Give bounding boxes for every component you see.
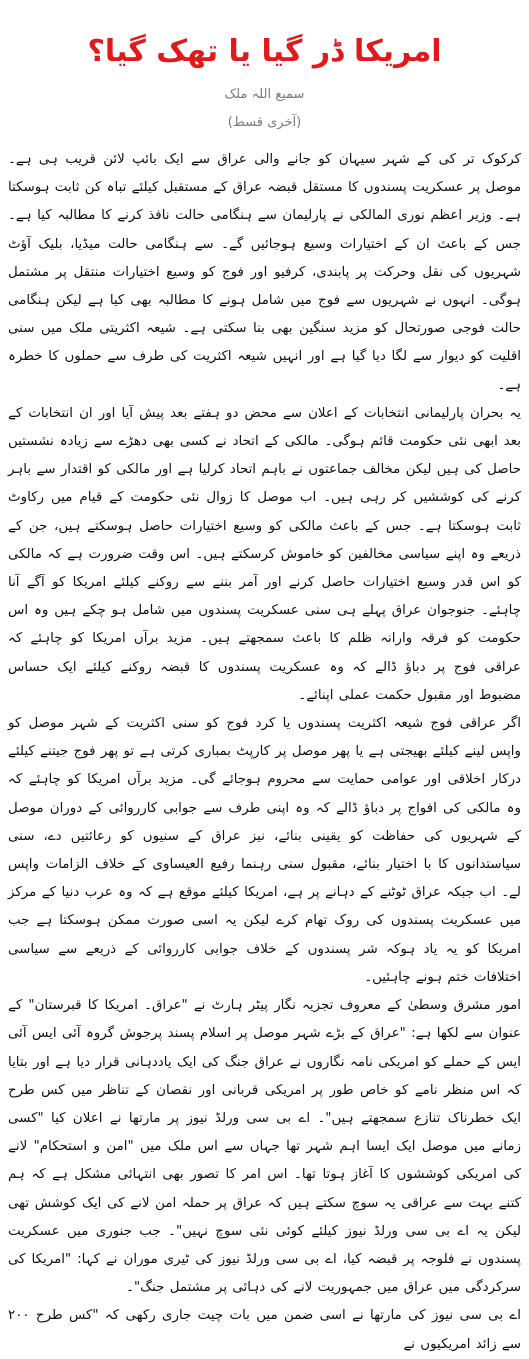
article-paragraph: اے بی سی نیوز کی مارتھا نے اسی ضمن میں بات چیت جاری رکھی کہ "کس طرح ۲۰۰ سے زائد امریکیوں نے — [8, 1308, 521, 1352]
installment-label: (آخری قسط) — [227, 115, 302, 130]
article-body — [8, 146, 521, 1359]
article-paragraph: کرکوک تر کی کے شہر سیہان کو جانے والی عراق سے ایک بائپ لائن قریب ہی ہے۔ موصل پر عسکریت پسندوں کا مستقل قبضہ عراق کے مستقبل کیلئے تباہ کن ثابت ہوسکتا ہے۔ وزیر اعظم نوری المالکی نے پارلیمان سے ہنگامی حالت نافذ کرنے کا مطالبہ کیا ہے۔ جس کے باعث ان کے اختیارات وسیع ہوجائیں گے۔ سے ہنگامی حالت میڈیا، بلیک آؤٹ شہریوں کی نقل وحرکت پر پابندی، کرفیو اور فوج کو وسیع اختیارات منتقل پر مشتمل ہوگی۔ انہوں نے شہریوں سے فوج میں شامل ہونے کا مطالبہ بھی کیا ہے لیکن ہنگامی حالت فوجی صورتحال کو مزید سنگین بھی بنا سکتی ہے۔ شیعہ اکثریتی ملک میں سنی اقلیت کو دیوار سے لگا دیا گیا ہے اور انہیں شیعہ اکثریت کی طرف سے حملوں کا خطرہ ہے۔ — [8, 152, 521, 393]
article-title: امریکا ڈر گیا یا تھک گیا؟ — [87, 34, 442, 69]
article-paragraph: امور مشرق وسطیٰ کے معروف تجزیہ نگار پیٹر ہارٹ نے "عراق۔ امریکا کا قبرستان" کے عنوان سے لکھا ہے: "عراق کے بڑے شہر موصل پر اسلام پسند پرجوش گروہ آئی ایس آئی ایس کے حملے کو امریکی نامہ نگاروں نے عراق جنگ کی ایک یاددہانی قرار دیا ہے اور بتایا کہ اس منظر نامے کو خاص طور پر امریکی قربانی اور نقصان کے تناظر میں کس طرح ایک خطرناک تنازع سمجھتے ہیں"۔ اے بی سی ورلڈ نیوز پر مارتھا نے اعلان کیا "کسی زمانے میں موصل ایک ایسا اہم شہر تھا جہاں سے اس ملک میں "امن و استحکام" لانے کی امریکی کوششوں کا آغاز ہوتا تھا۔ اس امر کا تصور بھی انتہائی مشکل ہے کہ ہم کتنے بہت سے عراقی یہ سوچ سکتے ہیں کہ عراق پر حملہ امن لانے کی ایک کوشش تھی لیکن یہ اے بی سی ورلڈ نیوز کیلئے کوئی نئی سوچ نہیں"۔ جب جنوری میں عسکریت پسندوں نے فلوجہ پر قبضہ کیا، اے بی سی ورلڈ نیوز کی ٹیری موران نے کہا: "امریکا کی سرکردگی میں عراق میں جمہوریت لانے کی دہائی پر مشتمل جنگ"۔ — [8, 998, 521, 1296]
article-paragraph: اگر عراقی فوج شیعہ اکثریت پسندوں یا کرد فوج کو سنی اکثریت کے شہر موصل کو واپس لینے کیلئے بھیجتی ہے یا پھر موصل پر کارپٹ بمباری کرتی ہے تو پھر فوج جیتنے کیلئے درکار اخلاقی اور عوامی حمایت سے محروم ہوجائے گی۔ مزید برآں امریکا کو چاہئے کہ وہ مالکی کی افواج پر دباؤ ڈالے کہ وہ اپنی طرف سے جوابی کارروائی کے دوران موصل کے شہریوں کی حفاظت کو یقینی بنائے، نیز عراق کے سنیوں کو رعائتیں دے، سنی سیاستدانوں کا با اختیار بنائے، مقبول سنی رہنما رفیع العیساوی کے خلاف الزامات واپس لے۔ اب جبکہ عراق ٹوٹنے کے دہانے پر ہے، امریکا کیلئے موقع ہے کہ وہ عرب دنیا کے مرکز میں عسکریت پسندوں کی روک تھام کرے لیکن یہ اسی صورت ممکن ہوسکتا ہے جب امریکا کو یہ یاد ہوکہ شر پسندوں کے خلاف جوابی کارروائی کے ذریعے سے سیاسی اختلافات ختم ہونے چاہئیں۔ — [8, 716, 521, 985]
article-paragraph: یہ بحران پارلیمانی انتخابات کے اعلان سے محض دو ہفتے بعد پیش آیا اور ان انتخابات کے بعد ابھی نئی حکومت قائم ہوگی۔ مالکی کے اتحاد نے کسی بھی دھڑے سے زیادہ نشستیں حاصل کی ہیں لیکن مخالف جماعتوں نے باہم اتحاد کرلیا ہے اور مالکی کو اقتدار سے باہر کرنے کی کوششیں کر رہی ہیں۔ اب موصل کا زوال نئی حکومت کے قیام میں رکاوٹ ثابت ہوسکتا ہے۔ جس کے باعث مالکی کو وسیع اختیارات حاصل ہوسکتے ہیں، جن کے ذریعے وہ اپنے سیاسی مخالفین کو خاموش کرسکتے ہیں۔ اس وقت ضرورت ہے کہ مالکی کو اس قدر وسیع اختیارات حاصل کرنے اور آمر بننے سے روکنے کیلئے امریکا کو آگے آنا چاہئے۔ جنوجوان عراق پہلے ہی سنی عسکریت پسندوں میں شامل ہو چکے ہیں وہ اس حکومت کو فرقہ وارانہ ظلم کا باعث سمجھتے ہیں۔ مزید برآں امریکا کو چاہئے کہ عراقی فوج پر دباؤ ڈالے کہ وہ عسکریت پسندوں کا قبضہ روکنے کیلئے ایک حساس مضبوط اور مقبول حکمت عملی اپنائے۔ — [8, 405, 521, 703]
author-name: سمیع اللہ ملک — [224, 87, 305, 102]
